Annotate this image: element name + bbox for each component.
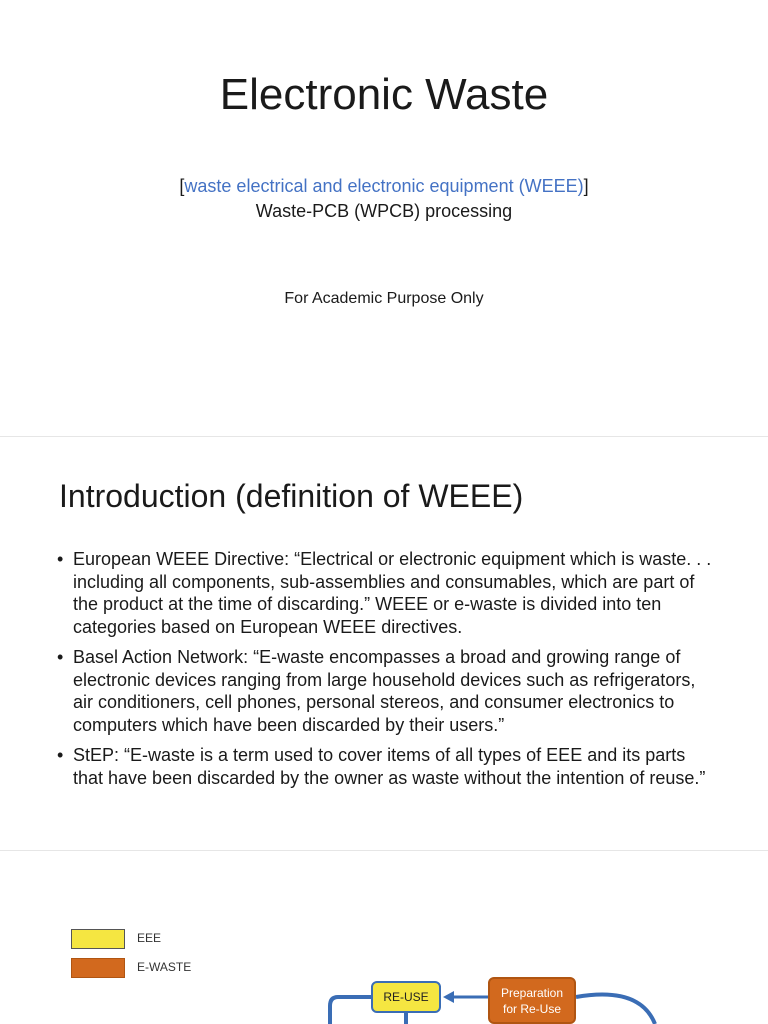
list-item-text: European WEEE Directive: “Electrical or electronic equipment which is waste. . . including all components, sub-assemblies and consumables, which are part of the product at the time of discarding.” WEEE or e-waste is divided into ten categories based on European WEEE directives.: [73, 549, 712, 637]
list-item-text: StEP: “E-waste is a term used to cover items of all types of EEE and its parts that have been discarded by the owner as waste without the intention of reuse.”: [73, 745, 706, 788]
list-item: [56, 646, 716, 736]
bullet-icon: •: [57, 549, 64, 569]
subtitle-wpcb: Waste-PCB (WPCB) processing: [255, 201, 513, 221]
list-item: [56, 548, 716, 638]
slide-title: Electronic Waste: [219, 70, 549, 119]
academic-note: For Academic Purpose Only: [284, 290, 484, 307]
legend-swatch-eee: [71, 929, 125, 949]
prep-inflow-arrow: [576, 995, 655, 1024]
title-slide: [0, 0, 768, 430]
slide-divider: [0, 436, 768, 437]
introduction-slide: [0, 442, 768, 842]
reuse-outflow-arrow: [330, 997, 371, 1024]
preparation-label-line2: for Re-Use: [502, 1002, 561, 1016]
definition-list: [56, 548, 716, 797]
legend-swatch-ewaste: [71, 958, 125, 978]
reuse-box: RE-USE: [371, 981, 441, 1013]
intro-heading: Introduction (definition of WEEE): [59, 478, 524, 514]
subtitle-weee: [0, 176, 768, 197]
list-item: [56, 744, 716, 789]
bracket-open: [: [179, 176, 185, 196]
bracket-close: ]: [583, 176, 589, 196]
preparation-label-line1: Preparation: [500, 986, 564, 1000]
preparation-box: [488, 977, 576, 1024]
diagram-slide: [0, 856, 768, 1024]
list-item-text: Basel Action Network: “E-waste encompasses a broad and growing range of electronic devices ranging from large household devices such as refrigerators, air conditioners, cell phones, personal stereos, and consumer electronics to computers which have been discarded by their users.”: [73, 647, 696, 735]
weee-link[interactable]: waste electrical and electronic equipment (WEEE): [184, 176, 584, 196]
slide-divider: [0, 850, 768, 851]
prep-to-reuse-arrowhead: [443, 991, 454, 1003]
legend-label: E-WASTE: [137, 960, 192, 974]
bullet-icon: •: [57, 745, 64, 765]
legend-label: EEE: [137, 931, 162, 945]
bullet-icon: •: [57, 647, 64, 667]
